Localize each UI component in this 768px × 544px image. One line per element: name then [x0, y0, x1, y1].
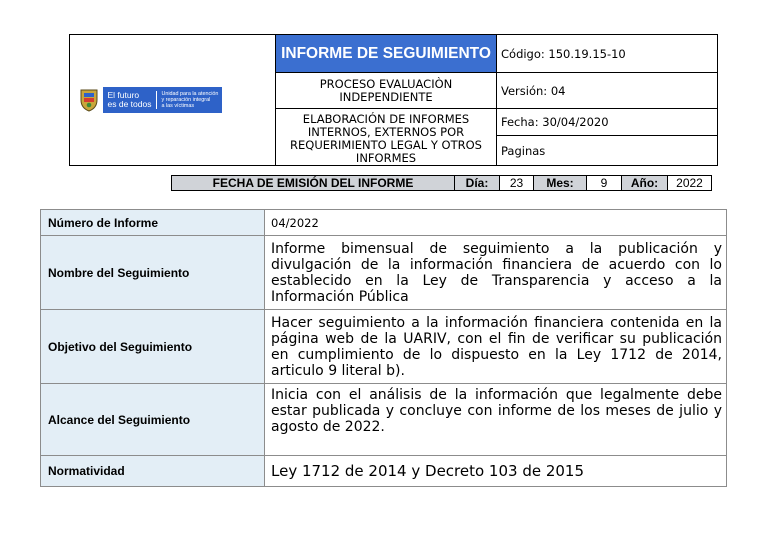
- procedure-name: ELABORACIÓN DE INFORMES INTERNOS, EXTERNOS POR REQUERIMIENTO LEGAL Y OTROS INFORMES: [276, 109, 497, 166]
- tracking-objective-value: Hacer seguimiento a la información financiera contenida en la página web de la UARIV, con el fin de verificar su publicación en cumplimiento de lo dispuesto en la Ley 1712 de 2014, articulo 9 literal b).: [265, 310, 727, 384]
- year-label: Año:: [622, 176, 668, 191]
- report-number-label: Número de Informe: [41, 210, 265, 236]
- day-value: 23: [500, 176, 534, 191]
- regulations-label: Normatividad: [41, 456, 265, 487]
- report-info-table: [40, 209, 727, 487]
- tracking-name-label: Nombre del Seguimiento: [41, 236, 265, 310]
- table-row: [41, 456, 727, 487]
- day-label: Día:: [455, 176, 500, 191]
- coat-of-arms-icon: [78, 88, 100, 112]
- year-value: 2022: [668, 176, 712, 191]
- table-row: [41, 210, 727, 236]
- document-code: Código: 150.19.15-10: [497, 35, 718, 73]
- tracking-scope-label: Alcance del Seguimiento: [41, 384, 265, 456]
- issue-date-label: FECHA DE EMISIÓN DEL INFORME: [172, 176, 455, 191]
- table-row: [41, 310, 727, 384]
- issue-date-row: [171, 175, 712, 191]
- document-pages: Paginas: [497, 136, 718, 166]
- report-number-value: 04/2022: [265, 210, 727, 236]
- tracking-scope-value: Inicia con el análisis de la información que legalmente debe estar publicada y concluye con informe de los meses de julio y agosto de 2022.: [265, 384, 727, 456]
- month-label: Mes:: [534, 176, 587, 191]
- tracking-objective-label: Objetivo del Seguimiento: [41, 310, 265, 384]
- document-version: Versión: 04: [497, 73, 718, 109]
- process-name: PROCESO EVALUACIÒN INDEPENDIENTE: [276, 73, 497, 109]
- regulations-value: Ley 1712 de 2014 y Decreto 103 de 2015: [265, 456, 727, 487]
- institution-logo: El futuro es de todos Unidad para la atención y reparación integral a las víctimas: [78, 86, 268, 114]
- document-date: Fecha: 30/04/2020: [497, 109, 718, 136]
- table-row: [41, 384, 727, 456]
- report-title: INFORME DE SEGUIMIENTO: [276, 35, 497, 73]
- document-header: [69, 34, 718, 166]
- tracking-name-value: Informe bimensual de seguimiento a la publicación y divulgación de la información financiera de acuerdo con lo establecido en la Ley de Transparencia y acceso a la Información Pública: [265, 236, 727, 310]
- logo-cell: [70, 35, 276, 166]
- table-row: [41, 236, 727, 310]
- month-value: 9: [587, 176, 622, 191]
